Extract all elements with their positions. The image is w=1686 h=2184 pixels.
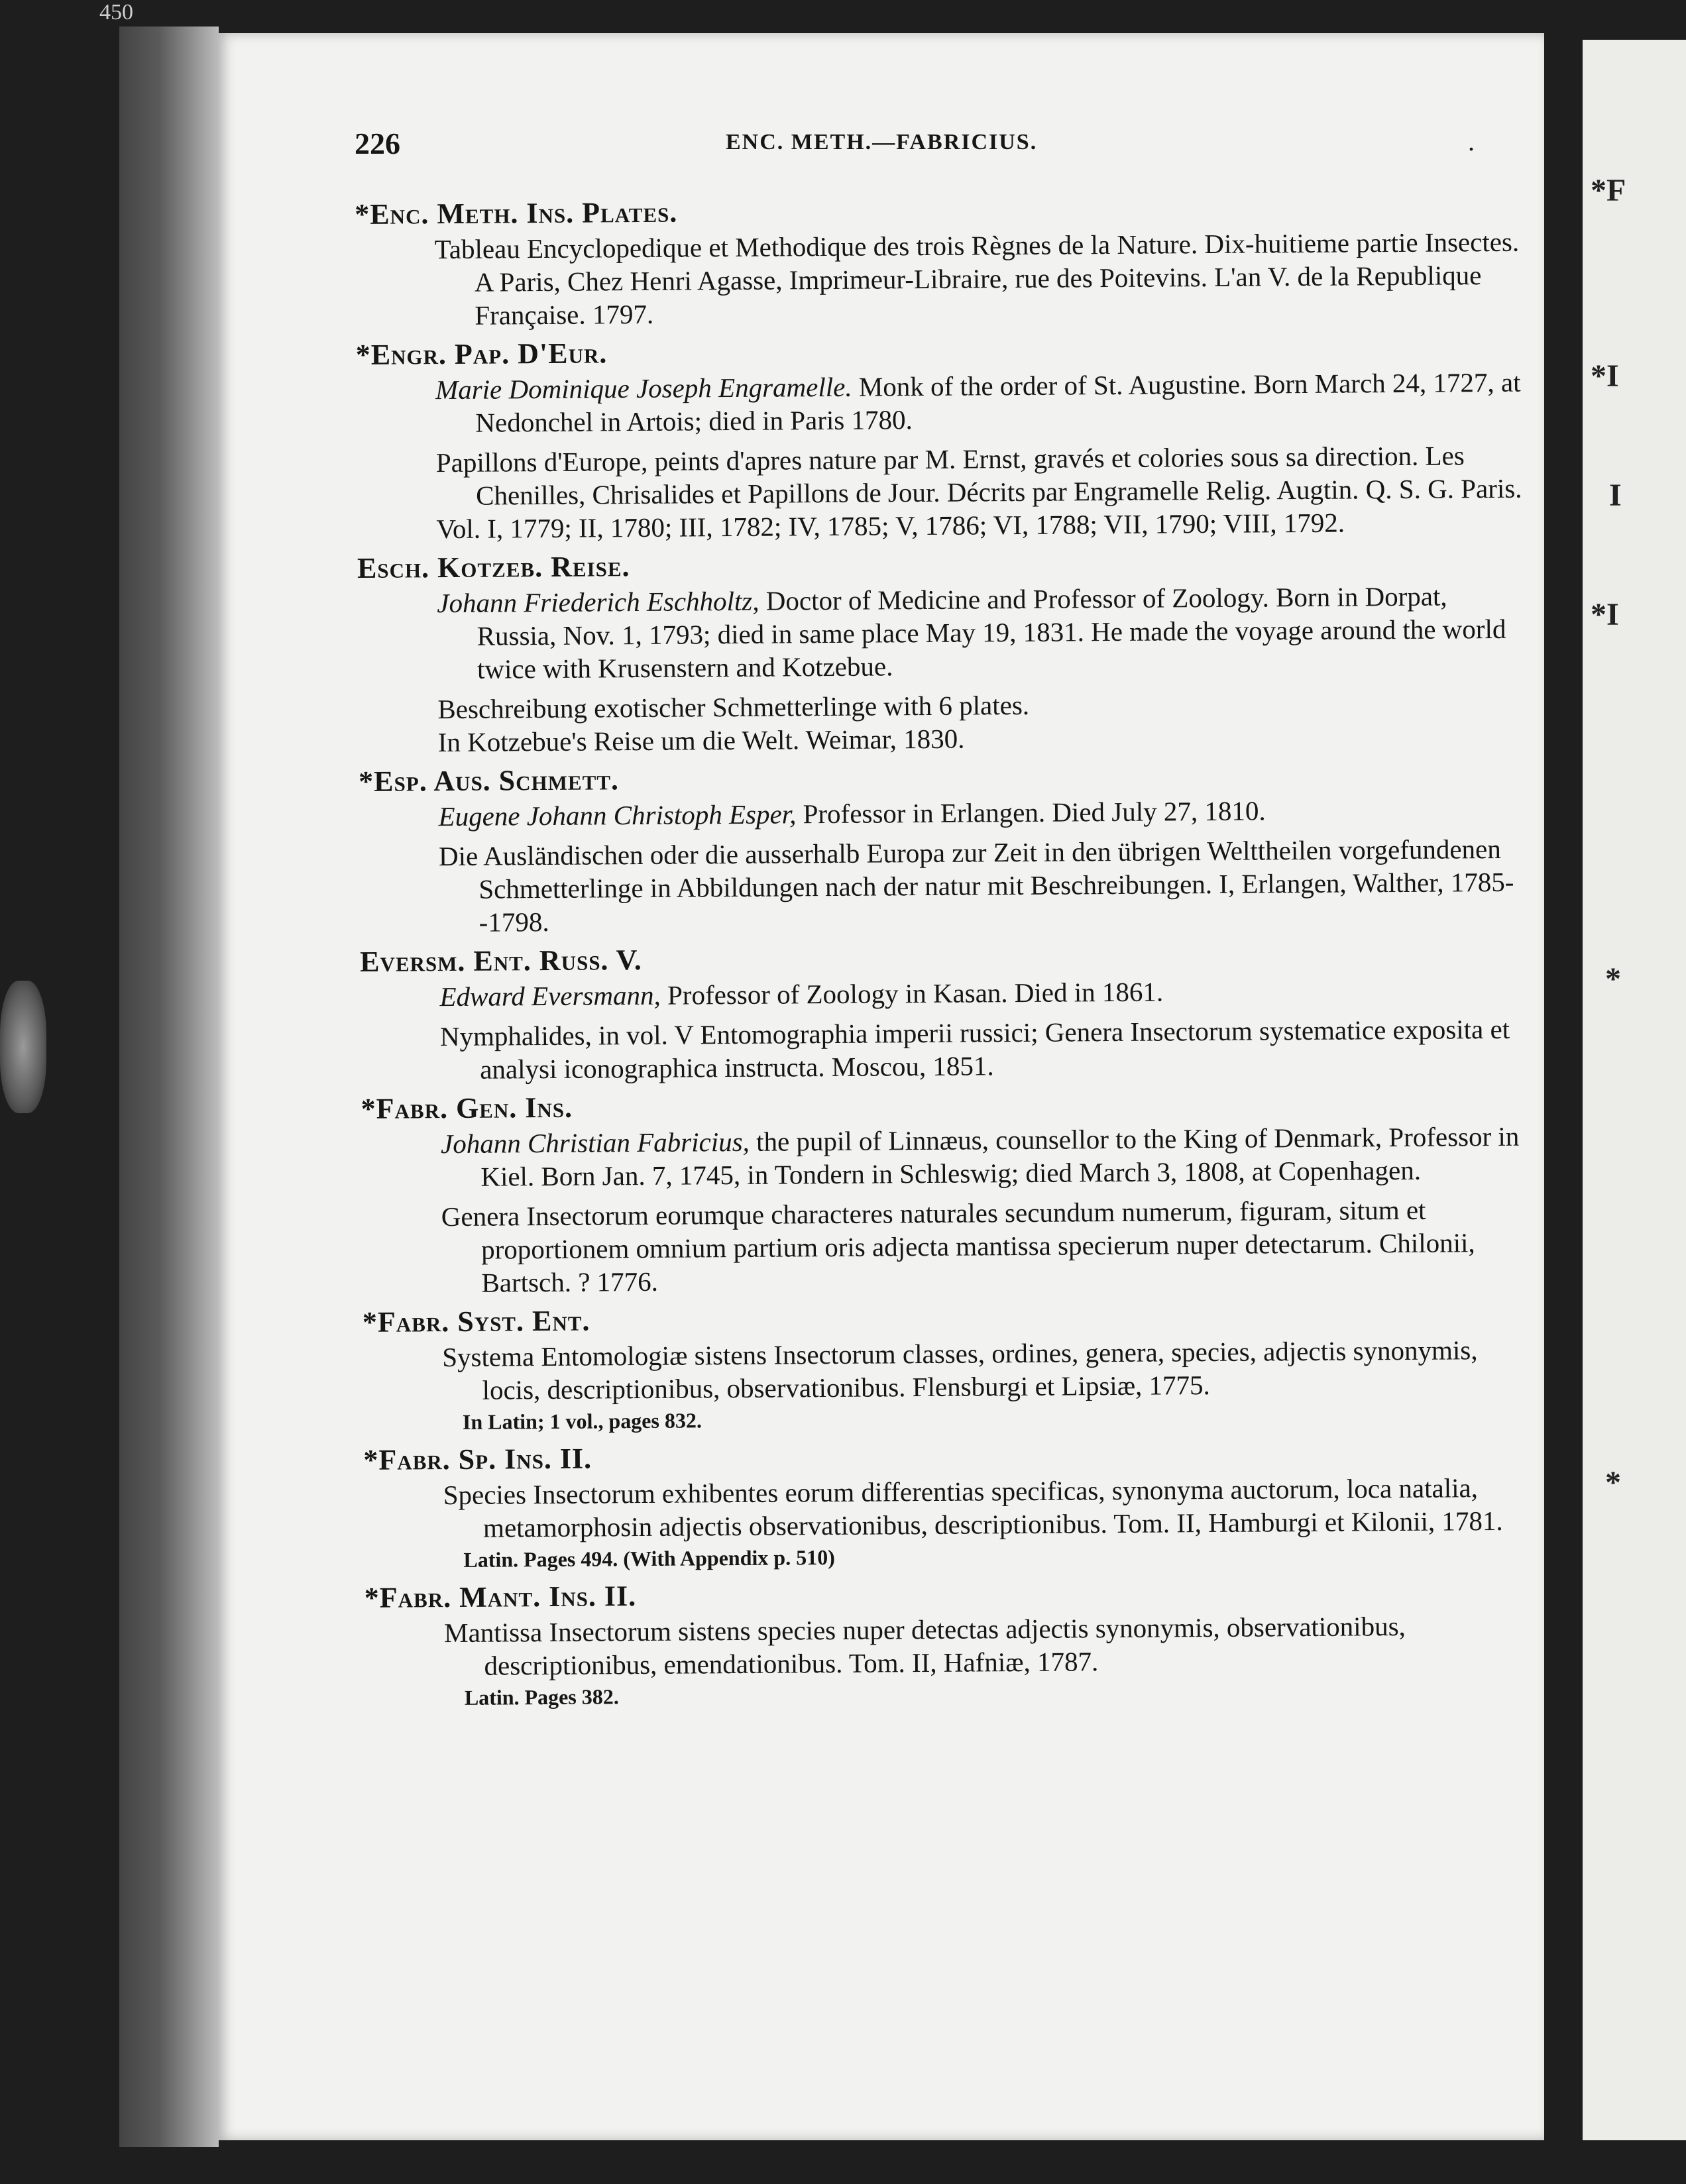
entry-heading-text: *Fabr. Mant. Ins. II.: [364, 1580, 637, 1614]
author-line: [396, 366, 1523, 440]
bibliography-entry: [363, 1434, 1530, 1576]
running-head-title: ENC. METH.—FABRICIUS.: [726, 130, 1038, 154]
author-bio: the pupil of Linnæus, counsellor to the King of Denmark, Professor in Kiel. Born Jan. 7, 1745, in Tondern in Schleswig; died March 3, 1808, at Copenhagen.: [480, 1120, 1520, 1192]
author-bio: Professor of Zoology in Kasan. Died in 1861.: [660, 976, 1164, 1010]
bibliography-entry: [356, 329, 1524, 546]
author-line: [401, 1120, 1528, 1194]
scan-mark: 450: [99, 0, 133, 25]
running-head: [355, 126, 1481, 172]
author-name: Edward Eversmann,: [439, 979, 661, 1012]
entry-text: Species Insectorum exhibentes eorum differentias specificas, synonyma auctorum, loca natalia, metamorphosin adjectis observationibus, descriptionibus. Tom. II, Hamburgi et Kilonii, 1781.: [443, 1472, 1503, 1543]
entry-heading-text: Eversm. Ent. Russ. V.: [359, 944, 642, 978]
book-spine: [119, 27, 219, 2147]
facing-page-mark: I: [1609, 478, 1622, 513]
entry-heading-text: *Engr. Pap. D'Eur.: [355, 337, 608, 371]
facing-page-edge: [1583, 40, 1686, 2140]
entry-text: Beschreibung exotischer Schmetterlinge with 6 plates.: [437, 689, 1030, 725]
entry-note: Latin. Pages 382.: [464, 1684, 619, 1710]
bibliography-entry: [365, 1572, 1532, 1714]
entry-heading-text: *Fabr. Syst. Ent.: [362, 1304, 590, 1338]
entry-heading-text: *Fabr. Sp. Ins. II.: [363, 1442, 592, 1476]
entry-note: Latin. Pages 494. (With Appendix p. 510): [463, 1545, 835, 1572]
author-line: [397, 579, 1524, 686]
entry-text: Die Ausländischen oder die ausserhalb Europa zur Zeit in den übrigen Welttheilen vorgefundenen Schmetterlinge in Abbildungen nach der natur mit Beschreibungen. I, Erlangen, Walther, 1785--1798.: [438, 833, 1514, 938]
entry-text: Systema Entomologiæ sistens Insectorum classes, ordines, genera, species, adjectis synonymis, locis, descriptionibus, observationibus. Flensburgi et Lipsiæ, 1775.: [442, 1335, 1478, 1405]
entry-text: In Kotzebue's Reise um die Welt. Weimar, 1830.: [437, 723, 965, 758]
facing-page-mark: *: [1605, 961, 1621, 997]
entry-text: Genera Insectorum eorumque characteres naturales secundum numerum, figuram, situm et proportionem omnium partium oris adjecta mantissa specierum nuper detectarum. Chilonii, Bartsch. ? 1776.: [441, 1194, 1475, 1298]
author-name: Johann Christian Fabricius,: [440, 1126, 750, 1160]
bibliography-entry: [361, 1083, 1528, 1300]
entry-note: In Latin; 1 vol., pages 832.: [462, 1408, 702, 1434]
bibliography-entry: [363, 1296, 1530, 1438]
page-number: 226: [355, 127, 400, 160]
entry-heading-text: *Esp. Aus. Schmett.: [359, 763, 620, 798]
entry-heading-text: Esch. Kotzeb. Reise.: [357, 550, 630, 584]
entry-text: Papillons d'Europe, peints d'apres nature par M. Ernst, gravés et colories sous sa direction. Les Chenilles, Chrisalides et Papillons de Jour. Décrits par Engramelle Relig. Augtin. Q. S. G. Paris.: [435, 440, 1522, 511]
scan-stain: [0, 981, 46, 1113]
author-bio: Doctor of Medicine and Professor of Zoology. Born in Dorpat, Russia, Nov. 1, 1793; died in same place May 19, 1831. He made the voyage around the world twice with Krusenstern and Kotzebue.: [477, 580, 1506, 684]
facing-page-mark: *: [1605, 1465, 1621, 1500]
author-name: Johann Friederich Eschholtz,: [437, 585, 759, 619]
facing-page-mark: *F: [1591, 173, 1626, 208]
author-name: Marie Dominique Joseph Engramelle.: [435, 371, 852, 406]
author-line: [400, 973, 1526, 1014]
running-head-dot: .: [1468, 127, 1475, 156]
bibliography-entry: [357, 542, 1525, 759]
bibliography-entry: [355, 188, 1522, 333]
bibliography-entry: [360, 936, 1527, 1087]
entry-text: Nymphalides, in vol. V Entomographia imperii russici; Genera Insectorum systematice exposita et analysi iconographica instructa. Moscou, 1851.: [439, 1013, 1510, 1085]
entry-text: Tableau Encyclopedique et Methodique des trois Règnes de la Nature. Dix-huitieme partie Insectes. A Paris, Chez Henri Agasse, Imprimeur-Libraire, rue des Poitevins. L'an V. de la Republique Française. 1797.: [434, 226, 1520, 331]
bibliography-list: [355, 184, 1532, 1714]
facing-page-mark: *I: [1591, 597, 1619, 632]
entry-text: Mantissa Insectorum sistens species nuper detectas adjectis synonymis, observationibus, descriptionibus, emendationibus. Tom. II, Hafniæ, 1787.: [444, 1610, 1406, 1681]
facing-page-mark: *I: [1591, 358, 1619, 394]
entry-text: Vol. I, 1779; II, 1780; III, 1782; IV, 1785; V, 1786; VI, 1788; VII, 1790; VIII, 1792.: [436, 507, 1345, 545]
bibliography-entry: [359, 755, 1526, 940]
entry-heading-text: *Enc. Meth. Ins. Plates.: [355, 195, 678, 231]
author-name: Eugene Johann Christoph Esper,: [438, 798, 797, 832]
author-bio: Professor in Erlangen. Died July 27, 1810.: [796, 795, 1266, 830]
author-line: [398, 792, 1525, 834]
author-bio: Monk of the order of St. Augustine. Born March 24, 1727, at Nedonchel in Artois; died in Paris 1780.: [475, 366, 1521, 438]
entry-heading-text: *Fabr. Gen. Ins.: [361, 1091, 573, 1125]
